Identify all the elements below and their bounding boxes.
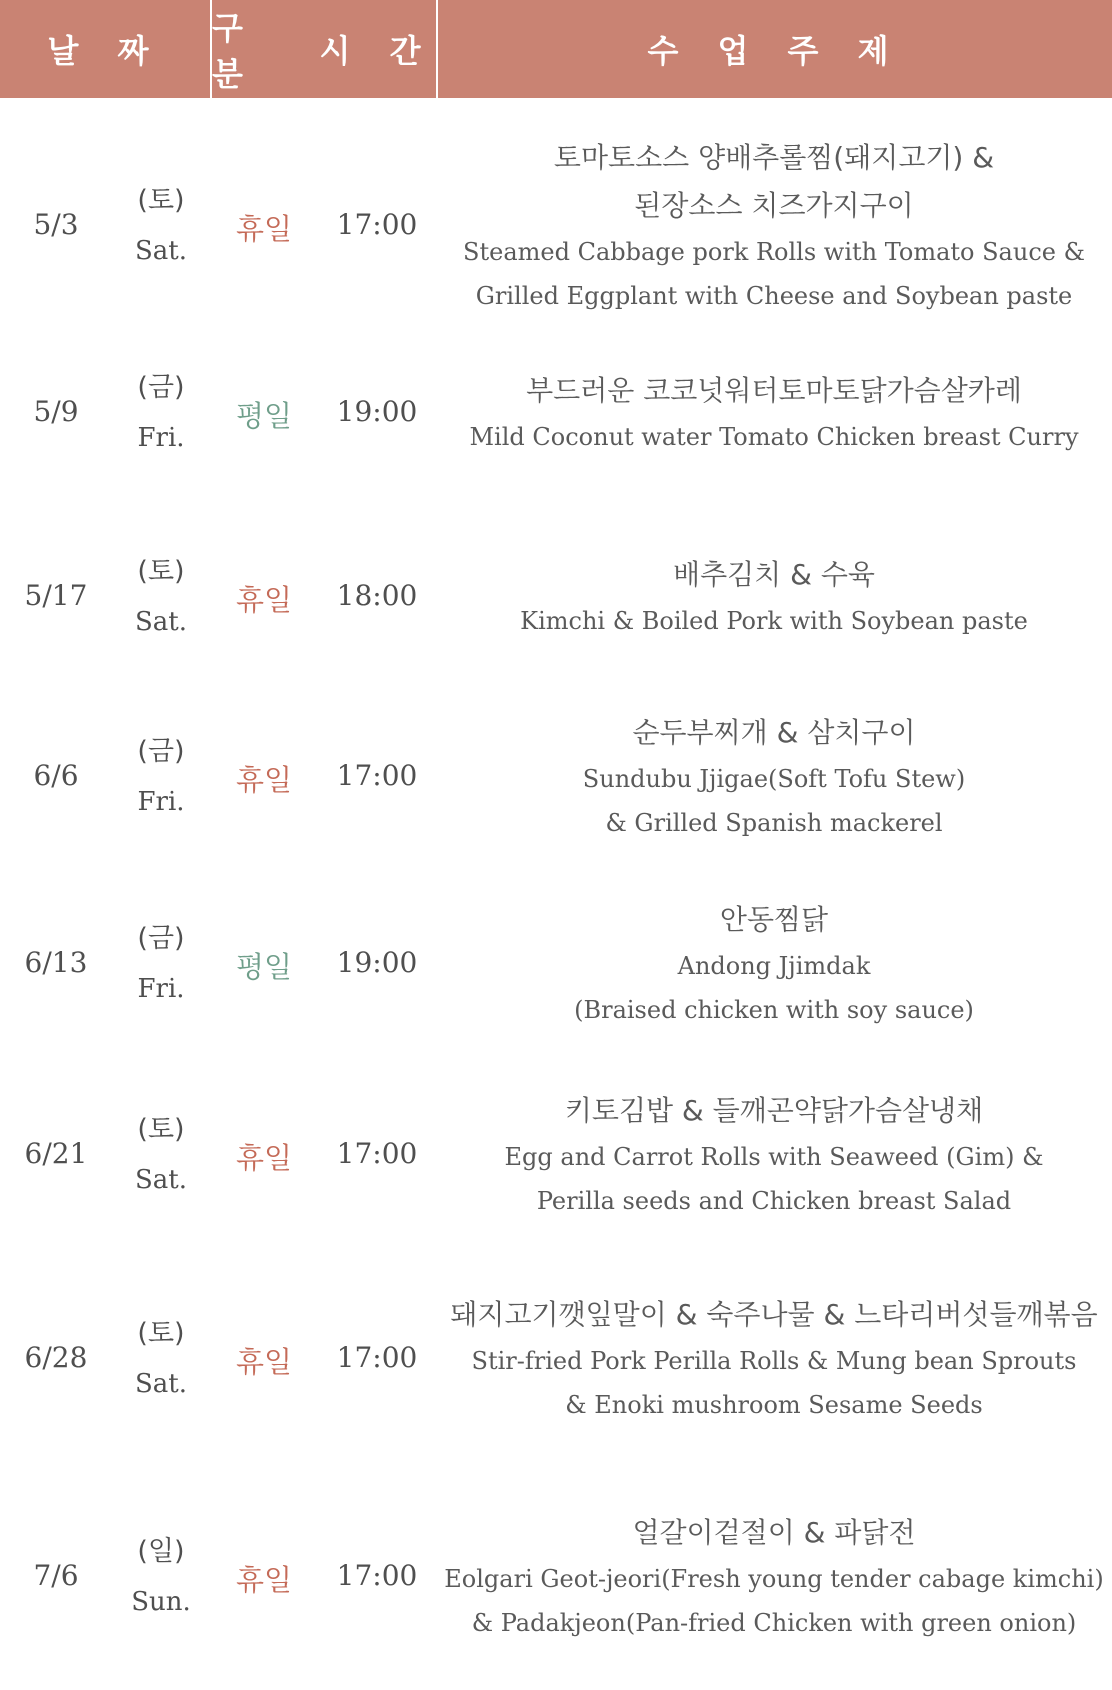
topic-title-english: Eolgari Geot-jeori(Fresh young tender cabage kimchi) [444,1565,1104,1593]
row-topic [436,709,1112,845]
row-topic [436,134,1112,318]
header-kind: 구 분 [210,0,318,98]
topic-title-korean: 돼지고기깻잎말이 & 숙주나물 & 느타리버섯들깨볶음 [450,1298,1098,1331]
row-date: 6/28 [24,1341,88,1374]
row-day-korean: (토) [137,1318,185,1349]
row-time: 17:00 [336,1137,418,1170]
row-day-type: 평일 [235,399,293,433]
row-day [112,1527,210,1627]
row-day-english: Sun. [131,1587,191,1617]
row-time: 17:00 [336,208,418,241]
topic-title-english: Grilled Eggplant with Cheese and Soybean paste [475,282,1073,310]
row-day-type: 휴일 [235,1563,293,1597]
row-day-english: Sat. [134,1369,188,1399]
row-day-english: Sat. [134,607,188,637]
topic-title-english: Egg and Carrot Rolls with Seaweed (Gim) & [504,1143,1044,1171]
row-day-korean: (일) [137,1536,185,1567]
topic-title-korean: 된장소스 치즈가지구이 [634,189,914,222]
row-time: 19:00 [336,946,418,979]
header-time: 시 간 [319,32,435,70]
row-day-korean: (토) [137,185,185,216]
row-day-english: Sat. [134,236,188,266]
header-date: 날 짜 [47,32,163,70]
topic-title-korean: 순두부찌개 & 삼치구이 [632,716,916,749]
row-time: 17:00 [336,1341,418,1374]
row-time: 17:00 [336,1559,418,1592]
row-day [112,727,210,827]
topic-title-english: & Grilled Spanish mackerel [605,809,943,837]
row-day-korean: (금) [137,372,185,403]
topic-title-english: Sundubu Jjigae(Soft Tofu Stew) [582,765,966,793]
row-day-korean: (토) [137,1114,185,1145]
row-topic [436,1291,1112,1427]
row-date: 5/9 [33,395,79,428]
topic-title-english: Stir-fried Pork Perilla Rolls & Mung bean Sprouts [471,1347,1077,1375]
row-day-english: Fri. [137,423,185,453]
row-topic [436,367,1112,459]
row-topic [436,551,1112,643]
row-time: 18:00 [336,579,418,612]
row-day-type: 휴일 [235,763,293,797]
row-day [112,176,210,276]
row-day-english: Fri. [137,974,185,1004]
topic-title-english: Steamed Cabbage pork Rolls with Tomato Sauce & [463,238,1085,266]
topic-title-korean: 얼갈이겉절이 & 파닭전 [632,1516,916,1549]
topic-title-english: & Enoki mushroom Sesame Seeds [565,1391,983,1419]
row-day-type: 휴일 [235,1345,293,1379]
row-day [112,1309,210,1409]
row-topic [436,1509,1112,1645]
topic-title-korean: 부드러운 코코넛워터토마토닭가슴살카레 [526,374,1022,407]
topic-title-korean: 배추김치 & 수육 [673,558,875,591]
row-date: 6/21 [24,1137,88,1170]
row-topic [436,1087,1112,1223]
row-day-korean: (금) [137,736,185,767]
row-day [112,363,210,463]
topic-title-english: Perilla seeds and Chicken breast Salad [536,1187,1012,1215]
row-day [112,547,210,647]
row-day-type: 휴일 [235,1141,293,1175]
row-day-korean: (금) [137,923,185,954]
header-topic: 수 업 주 제 [436,0,1112,98]
topic-title-korean: 토마토소스 양배추롤찜(돼지고기) & [553,141,995,174]
row-day-english: Sat. [134,1165,188,1195]
row-day-type: 휴일 [235,583,293,617]
schedule-header [0,0,1112,98]
topic-title-korean: 안동찜닭 [719,903,829,936]
row-day [112,1105,210,1205]
row-date: 5/17 [24,579,88,612]
topic-title-english: (Braised chicken with soy sauce) [574,996,974,1024]
row-day [112,914,210,1014]
topic-title-english: & Padakjeon(Pan-fried Chicken with green onion) [471,1609,1077,1637]
row-day-type: 휴일 [235,212,293,246]
row-date: 7/6 [33,1559,79,1592]
row-date: 6/6 [33,759,79,792]
topic-title-english: Kimchi & Boiled Pork with Soybean paste [520,607,1028,635]
topic-title-english: Andong Jjimdak [677,952,871,980]
topic-title-english: Mild Coconut water Tomato Chicken breast Curry [469,423,1079,451]
row-day-english: Fri. [137,787,185,817]
row-time: 17:00 [336,759,418,792]
row-time: 19:00 [336,395,418,428]
row-date: 5/3 [33,208,79,241]
topic-title-korean: 키토김밥 & 들깨곤약닭가슴살냉채 [564,1094,984,1127]
row-topic [436,896,1112,1032]
row-day-korean: (토) [137,556,185,587]
row-day-type: 평일 [235,950,293,984]
row-date: 6/13 [24,946,88,979]
